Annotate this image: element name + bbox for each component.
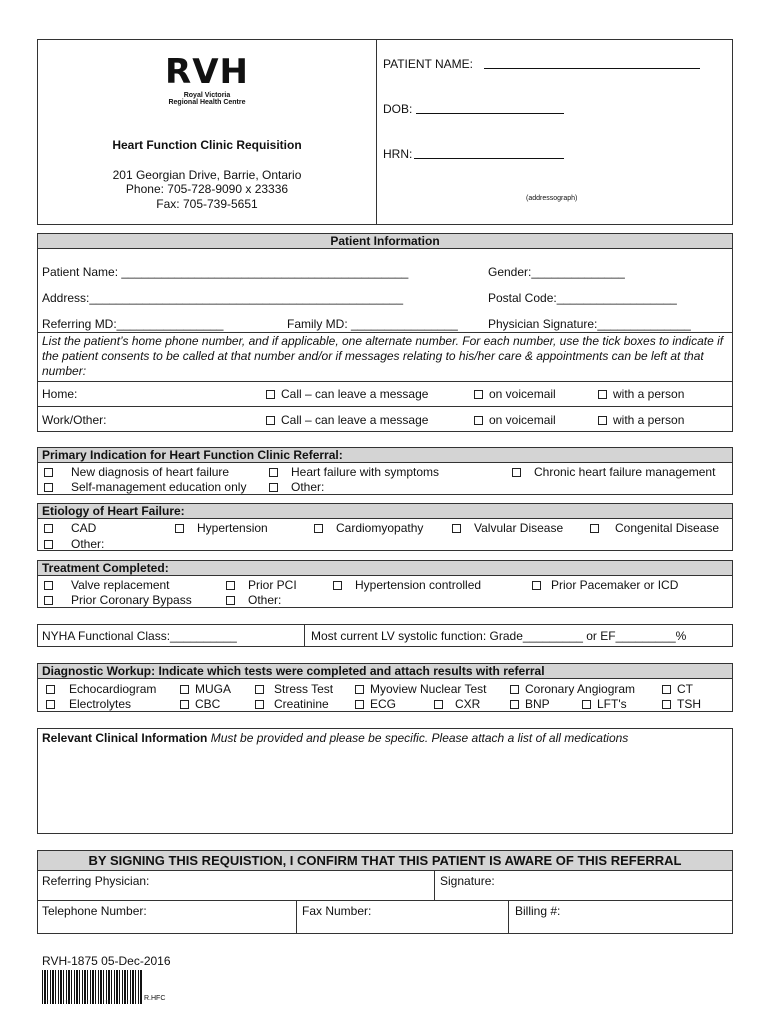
checkbox[interactable] <box>510 685 519 694</box>
checkbox[interactable] <box>662 700 671 709</box>
checkbox[interactable] <box>266 416 275 425</box>
checkbox[interactable] <box>44 581 53 590</box>
address-field[interactable]: Address:_______________________________________________ <box>42 291 404 305</box>
cxr-option[interactable]: CXR <box>434 697 480 711</box>
checkbox[interactable] <box>512 468 521 477</box>
self-management-option[interactable]: Self-management education only <box>44 480 246 494</box>
checkbox[interactable] <box>266 390 275 399</box>
treatment-other-option[interactable]: Other: <box>226 593 281 607</box>
patient-name-field[interactable]: Patient Name: ___________________________________________ <box>42 265 409 279</box>
creatinine-option[interactable]: Creatinine <box>255 697 329 711</box>
billing-field[interactable]: Billing #: <box>515 904 561 918</box>
prior-pci-option[interactable]: Prior PCI <box>226 578 297 592</box>
checkbox[interactable] <box>44 483 53 492</box>
checkbox[interactable] <box>598 390 607 399</box>
hrn-line[interactable] <box>414 158 564 159</box>
checkbox[interactable] <box>269 468 278 477</box>
dob-label: DOB: <box>383 102 413 116</box>
checkbox[interactable] <box>355 685 364 694</box>
diagnostic-heading: Diagnostic Workup: Indicate which tests were completed and attach results with referral <box>38 664 732 679</box>
new-diagnosis-option[interactable]: New diagnosis of heart failure <box>44 465 229 479</box>
electrolytes-option[interactable]: Electrolytes <box>46 697 131 711</box>
postal-code-field[interactable]: Postal Code:__________________ <box>488 291 677 305</box>
signing-divider-2 <box>296 900 297 934</box>
clinical-info-heading <box>42 731 628 745</box>
addressograph-note: (addressograph) <box>526 195 578 202</box>
checkbox[interactable] <box>590 524 599 533</box>
hrn-label: HRN: <box>383 147 413 161</box>
logo-text: RVH <box>165 52 249 92</box>
echocardiogram-option[interactable]: Echocardiogram <box>46 682 156 696</box>
htn-controlled-option[interactable]: Hypertension controlled <box>333 578 481 592</box>
myoview-option[interactable]: Myoview Nuclear Test <box>355 682 486 696</box>
section-line-3 <box>37 406 733 407</box>
checkbox[interactable] <box>180 700 189 709</box>
checkbox[interactable] <box>180 685 189 694</box>
hf-symptoms-option[interactable]: Heart failure with symptoms <box>269 465 439 479</box>
indication-heading: Primary Indication for Heart Function Clinic Referral: <box>38 448 732 463</box>
checkbox[interactable] <box>582 700 591 709</box>
checkbox[interactable] <box>314 524 323 533</box>
barcode <box>42 970 142 1004</box>
form-title: Heart Function Clinic Requisition <box>112 138 302 152</box>
cbc-option[interactable]: CBC <box>180 697 220 711</box>
valvular-option[interactable]: Valvular Disease <box>452 521 563 535</box>
fax-field[interactable]: Fax Number: <box>302 904 372 918</box>
checkbox[interactable] <box>269 483 278 492</box>
signing-section <box>37 850 733 934</box>
referring-physician-field[interactable]: Referring Physician: <box>42 874 150 888</box>
tsh-option[interactable]: TSH <box>662 697 701 711</box>
home-phone-label: Home: <box>42 387 78 401</box>
home-voicemail-option[interactable]: on voicemail <box>474 387 556 401</box>
lft-option[interactable]: LFT's <box>582 697 627 711</box>
valve-replacement-option[interactable]: Valve replacement <box>44 578 170 592</box>
coronary-bypass-option[interactable]: Prior Coronary Bypass <box>44 593 192 607</box>
checkbox[interactable] <box>474 390 483 399</box>
checkbox[interactable] <box>44 468 53 477</box>
patient-name-line[interactable] <box>484 68 700 69</box>
dob-line[interactable] <box>416 113 564 114</box>
referring-md-field[interactable]: Referring MD:________________ <box>42 317 224 331</box>
signature-field[interactable]: Signature: <box>440 874 495 888</box>
pacemaker-option[interactable]: Prior Pacemaker or ICD <box>532 578 678 592</box>
ct-option[interactable]: CT <box>662 682 693 696</box>
checkbox[interactable] <box>226 581 235 590</box>
checkbox[interactable] <box>474 416 483 425</box>
work-person-option[interactable]: with a person <box>598 413 684 427</box>
patient-name-label: PATIENT NAME: <box>383 57 474 71</box>
checkbox[interactable] <box>44 540 53 549</box>
signing-row-divider <box>37 900 733 901</box>
checkbox[interactable] <box>355 700 364 709</box>
checkbox[interactable] <box>434 700 443 709</box>
treatment-heading: Treatment Completed: <box>38 561 732 576</box>
checkbox[interactable] <box>598 416 607 425</box>
checkbox[interactable] <box>255 700 264 709</box>
lv-function-field[interactable]: Most current LV systolic function: Grade_________ or EF_________% <box>311 629 687 643</box>
checkbox[interactable] <box>333 581 342 590</box>
checkbox[interactable] <box>44 524 53 533</box>
clinical-info-title: Relevant Clinical Information <box>42 731 208 745</box>
hypertension-option[interactable]: Hypertension <box>175 521 268 535</box>
checkbox[interactable] <box>662 685 671 694</box>
signing-heading: BY SIGNING THIS REQUISTION, I CONFIRM THAT THIS PATIENT IS AWARE OF THIS REFERRAL <box>38 851 732 871</box>
logo-subtitle-2: Regional Health Centre <box>168 99 246 106</box>
form-id: RVH-1875 05-Dec-2016 <box>42 954 171 968</box>
ecg-option[interactable]: ECG <box>355 697 396 711</box>
patient-info-heading: Patient Information <box>38 234 732 249</box>
etiology-heading: Etiology of Heart Failure: <box>38 504 732 519</box>
checkbox[interactable] <box>452 524 461 533</box>
family-md-field[interactable]: Family MD: ________________ <box>287 317 458 331</box>
phone-consent-instructions: List the patient’s home phone number, and if applicable, one alternate number. For each number, use the tick boxes to indicate if the patient consents to be called at that number and/or if messages relating to his/her care & appointments can be left at that number: <box>42 334 724 378</box>
stress-test-option[interactable]: Stress Test <box>255 682 333 696</box>
checkbox[interactable] <box>255 685 264 694</box>
chronic-hf-option[interactable]: Chronic heart failure management <box>512 465 715 479</box>
cad-option[interactable]: CAD <box>44 521 96 535</box>
checkbox[interactable] <box>532 581 541 590</box>
bnp-option[interactable]: BNP <box>510 697 550 711</box>
work-call-option[interactable]: Call – can leave a message <box>266 413 428 427</box>
cardiomyopathy-option[interactable]: Cardiomyopathy <box>314 521 423 535</box>
checkbox[interactable] <box>46 685 55 694</box>
signing-divider-3 <box>508 900 509 934</box>
physician-signature-field[interactable]: Physician Signature:______________ <box>488 317 691 331</box>
checkbox[interactable] <box>510 700 519 709</box>
checkbox[interactable] <box>44 596 53 605</box>
section-line-2 <box>37 381 733 382</box>
clinical-info-note: Must be provided and please be specific. Please attach a list of all medications <box>210 731 629 745</box>
gender-field[interactable]: Gender:______________ <box>488 265 625 279</box>
clinic-phone: Phone: 705-728-9090 x 23336 <box>125 182 289 196</box>
clinic-address: 201 Georgian Drive, Barrie, Ontario <box>112 168 302 182</box>
home-person-option[interactable]: with a person <box>598 387 684 401</box>
indication-other-option[interactable]: Other: <box>269 480 324 494</box>
rvh-logo <box>37 52 377 106</box>
signing-divider-1 <box>434 870 435 900</box>
clinic-fax: Fax: 705-739-5651 <box>156 197 258 211</box>
nyha-divider <box>304 624 305 647</box>
section-line-1 <box>37 332 733 333</box>
barcode-label: R.HFC <box>144 995 166 1002</box>
logo-subtitle-1: Royal Victoria <box>183 92 231 99</box>
muga-option[interactable]: MUGA <box>180 682 231 696</box>
etiology-other-option[interactable]: Other: <box>44 537 104 551</box>
nyha-class-field[interactable]: NYHA Functional Class:__________ <box>42 629 237 643</box>
checkbox[interactable] <box>175 524 184 533</box>
coronary-angiogram-option[interactable]: Coronary Angiogram <box>510 682 635 696</box>
congenital-option[interactable]: Congenital Disease <box>590 521 719 535</box>
checkbox[interactable] <box>46 700 55 709</box>
checkbox[interactable] <box>226 596 235 605</box>
work-phone-label: Work/Other: <box>42 413 107 427</box>
home-call-option[interactable]: Call – can leave a message <box>266 387 428 401</box>
telephone-field[interactable]: Telephone Number: <box>42 904 147 918</box>
work-voicemail-option[interactable]: on voicemail <box>474 413 556 427</box>
